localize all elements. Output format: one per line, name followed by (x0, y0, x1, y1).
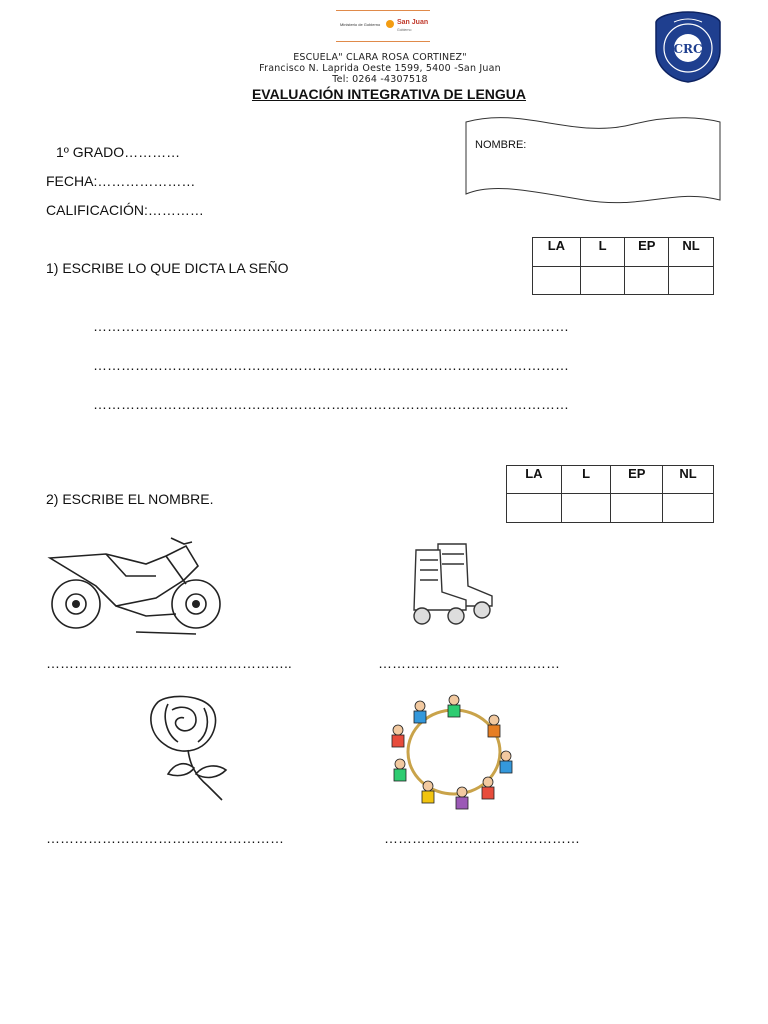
ministry-logo (330, 10, 440, 42)
grade-cell[interactable] (625, 267, 669, 295)
grading-table-2 (506, 465, 714, 523)
question-1-label: 1) ESCRIBE LO QUE DICTA LA SEÑO (46, 260, 289, 276)
school-name: ESCUELA" CLARA ROSA CORTINEZ" (293, 52, 467, 63)
grade-cell[interactable] (507, 494, 562, 523)
grade-header-l: L (561, 466, 611, 494)
grade-header-nl: NL (669, 238, 714, 267)
grade-header-la: LA (533, 238, 581, 267)
rose-icon (138, 694, 234, 804)
answer-line: …………………………………………….. (46, 655, 292, 671)
answer-line: ………………………………………………………………………………………… (93, 318, 569, 334)
grade-field: 1º GRADO………… (56, 144, 181, 160)
grade-cell[interactable] (561, 494, 611, 523)
page-title: EVALUACIÓN INTEGRATIVA DE LENGUA (251, 86, 527, 102)
grade-header-ep: EP (625, 238, 669, 267)
school-crest-icon (652, 10, 724, 84)
grade-cell[interactable] (533, 267, 581, 295)
date-field: FECHA:………………… (46, 173, 196, 189)
answer-line: …………………………………… (384, 830, 580, 846)
ministry-brand: San Juan (397, 19, 429, 26)
grading-table-1 (532, 237, 714, 295)
grade-cell[interactable] (611, 494, 663, 523)
grade-cell[interactable] (580, 267, 625, 295)
ministry-brand-sub: Gobierno (397, 28, 412, 32)
ministry-small-text: Ministerio de Gobierno (340, 22, 381, 27)
answer-line: ………………………………………………………………………………………… (93, 396, 569, 412)
answer-line: ………………………………………………………………………………………… (93, 357, 569, 373)
roller-skates-icon (408, 540, 498, 626)
grade-header-ep: EP (611, 466, 663, 494)
sun-icon (386, 20, 394, 28)
grade-header-nl: NL (663, 466, 714, 494)
question-2-label: 2) ESCRIBE EL NOMBRE. (46, 491, 214, 507)
crest-text: CRC (673, 42, 703, 56)
grade-cell[interactable] (663, 494, 714, 523)
answer-line: …………………………………………… (46, 830, 284, 846)
answer-line: ………………………………… (378, 655, 560, 671)
school-address: Francisco N. Laprida Oeste 1599, 5400 -San Juan (259, 63, 501, 74)
score-field: CALIFICACIÓN:………… (46, 202, 204, 218)
school-info (200, 52, 560, 85)
name-label: NOMBRE: (475, 139, 527, 151)
school-phone: Tel: 0264 -4307518 (332, 74, 428, 85)
children-circle-icon (384, 690, 524, 812)
grade-cell[interactable] (669, 267, 714, 295)
grade-header-l: L (580, 238, 625, 267)
grade-header-la: LA (507, 466, 562, 494)
motorcycle-icon (46, 536, 226, 642)
name-banner (464, 112, 724, 212)
